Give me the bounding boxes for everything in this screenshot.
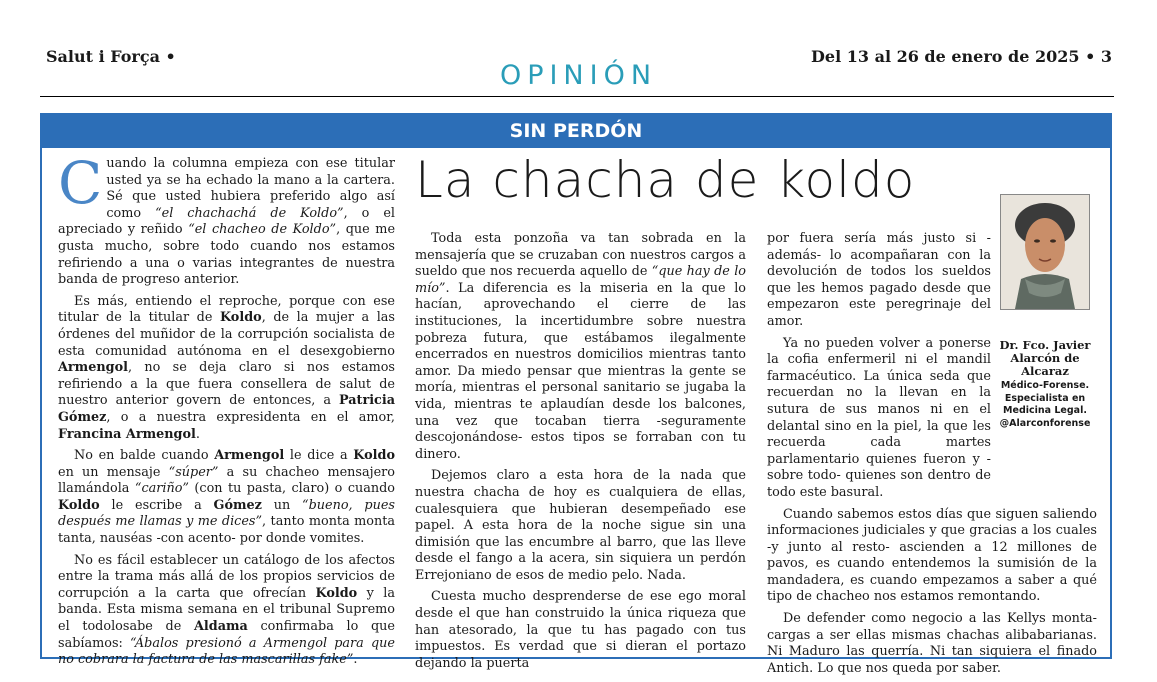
- paragraph: Ya no pueden volver a ponerse la cofia enfermeril ni el mandil farmacéutico. La única seda que recuerdan no la llevan en la sutura de sus manos ni en el delantal sino en la piel, la que les recuerda cada martes parlamentario quienes fueron y -sobre todo- quienes son dentro de todo este basural.: [767, 335, 991, 500]
- article-column-2: [415, 231, 746, 677]
- name-bold: Koldo: [58, 497, 100, 513]
- quote: “que hay de lo mío”: [415, 264, 747, 296]
- author-role-line: Medicina Legal.: [1003, 405, 1087, 416]
- text: a su chacheo mensajero llamándola: [58, 464, 395, 497]
- author-photo: [1000, 194, 1090, 310]
- text: Toda esta ponzoña va tan sobrada en la mensajería que se cruzaban con nuestros cargos a sueldo que nos recuerda aquello de: [415, 231, 746, 280]
- name-bold: Koldo: [353, 448, 395, 464]
- quote: “el chachachá de Koldo”: [155, 205, 344, 221]
- author-name: Dr. Fco. Javier Alarcón de Alcaraz: [999, 338, 1091, 378]
- paragraph: Dejemos claro a esta hora de la nada que nuestra chacha de hoy es cualquiera de ellas, cualesquiera que hubieran desempeñado ese papel. A esta hora de la noche sigue sin una dimisión que las encumbre al barro, que las lleve desde el fango a la acera, sin siquiera un perdón Errejoniano de esos de medio pelo. Nada.: [415, 468, 746, 583]
- text: uando la columna empieza con ese titular usted ya se ha echado la mano a la cartera. Sé que usted hubiera preferido algo así como: [106, 156, 395, 221]
- text: , tanto monta monta tanta, nauséas -con acento- por donde vomites.: [58, 514, 396, 547]
- text: y la banda. Esta misma semana en el tribunal Supremo el todolosabe de: [58, 585, 395, 635]
- drop-cap: C: [58, 149, 103, 217]
- text: , o a nuestra expresidenta en el amor,: [106, 409, 395, 425]
- column-banner: SIN PERDÓN: [42, 115, 1110, 148]
- text: , o el apreciado y reñido: [58, 205, 396, 238]
- paragraph: Cuesta mucho desprenderse de ese ego moral desde el que han construido la única riqueza que han atesorado, la que tu has pagado con tus impuestos. Es verdad que si dieran el portazo dejando la puerta: [415, 589, 746, 671]
- issue-date-page: Del 13 al 26 de enero de 2025 • 3: [811, 47, 1112, 66]
- quote: “cariño”: [134, 481, 189, 497]
- quote: “súper”: [168, 464, 219, 480]
- name-bold: Koldo: [315, 585, 358, 601]
- author-handle: @Alarconforense: [999, 417, 1091, 429]
- name-bold: Gómez: [213, 497, 262, 513]
- paragraph: [58, 448, 395, 548]
- quote: “Ábalos presionó a Armengol para que no cobrara la factura de las mascarillas fake”: [58, 635, 395, 668]
- author-credit: [995, 339, 1095, 430]
- author-role: [995, 380, 1095, 430]
- quote: “el chacheo de Koldo”: [188, 222, 337, 238]
- text: le dice a: [284, 448, 354, 464]
- paragraph: De defender como negocio a las Kellys monta-cargas a ser ellas mismas chachas alibabarianas. Ni Maduro las querría. Ni tan siquiera el finado Antich. Lo que nos queda por saber.: [767, 611, 1097, 676]
- name-bold: Armengol: [58, 360, 129, 376]
- paragraph: por fuera sería más justo si -además- lo acompañaran con la devolución de todos los sueldos que les hemos pagado desde que empezaron este peregrinaje del amor.: [767, 231, 991, 329]
- paragraph: [58, 553, 395, 669]
- text: Es más, entiendo el reproche, porque con ese titular de la titular de: [58, 293, 395, 326]
- paragraph: Cuando sabemos estos días que siguen saliendo informaciones judiciales y que gracias a los cuales -y junto al resto- ascienden a 12 millones de pavos, es cuando entendemos la sumisión de la mandadera, es cuando empezamos a saber a qué tipo de chacheo nos estamos remontando.: [767, 506, 1097, 605]
- column-3-top: [767, 231, 991, 502]
- text: No en balde cuando: [74, 448, 215, 464]
- text: le escribe a: [99, 497, 214, 513]
- author-role-line: Médico-Forense.: [1000, 380, 1090, 391]
- publication-name: Salut i Força •: [46, 47, 176, 66]
- article-column-1: [58, 149, 396, 674]
- header-rule: [40, 96, 1114, 97]
- paragraph: [58, 294, 395, 443]
- author-role-line: Especialista en: [1004, 392, 1086, 404]
- text: . La diferencia es la miseria en la que lo hacían, aprovechando el cierre de las instituciones, la incertidumbre sobre nuestra pobreza futura, que estábamos ilegalmente encerrados en nuestros domicilios mientras tanto amor. Da miedo pensar que mientras la gente se moría, mientras el personal sanitario se jugaba la vida, mientras te aplaudían desde los balcones, una vez que tocaban tierra -seguramente descojonándose- estos tipos se forraban con tu dinero.: [415, 280, 746, 462]
- text: en un mensaje: [58, 464, 169, 480]
- text: , no se deja claro si nos estamos refiriendo a la que fuera consellera de salut de nuestro anterior govern de entonces, a: [58, 360, 395, 409]
- name-bold: Francina Armengol: [58, 426, 196, 442]
- text: , que me gusta mucho, sobre todo cuando nos estamos refiriendo a una o varias integrantes de nuestra banda de progreso anterior.: [58, 222, 396, 288]
- text: un: [261, 497, 303, 513]
- name-bold: Armengol: [214, 448, 285, 464]
- quote: “bueno, pues después me llamas y me dices”: [58, 497, 395, 530]
- text: .: [195, 426, 200, 442]
- article-frame: [40, 113, 1112, 676]
- text: (con tu pasta, claro) o cuando: [188, 481, 395, 497]
- name-bold: Aldama: [193, 619, 248, 635]
- paragraph: [58, 149, 396, 289]
- section-title: OPINIÓN: [499, 60, 658, 91]
- text: , de la mujer a las órdenes del muñidor de la corrupción socialista de esta comunidad autónoma en el desexgobierno: [58, 310, 395, 359]
- author-portrait-image: [1001, 195, 1089, 309]
- name-bold: Koldo: [219, 310, 262, 326]
- article-headline: La chacha de koldo: [415, 151, 916, 209]
- paragraph: [415, 231, 746, 463]
- text: .: [353, 652, 358, 668]
- name-bold: Patricia Gómez: [58, 393, 395, 425]
- text: No es fácil establecer un catálogo de los afectos entre la trama más allá de los propios servicios de corrupción a la carta que ofrecían: [58, 552, 395, 601]
- text: confirmaba lo que sabíamos:: [58, 619, 395, 651]
